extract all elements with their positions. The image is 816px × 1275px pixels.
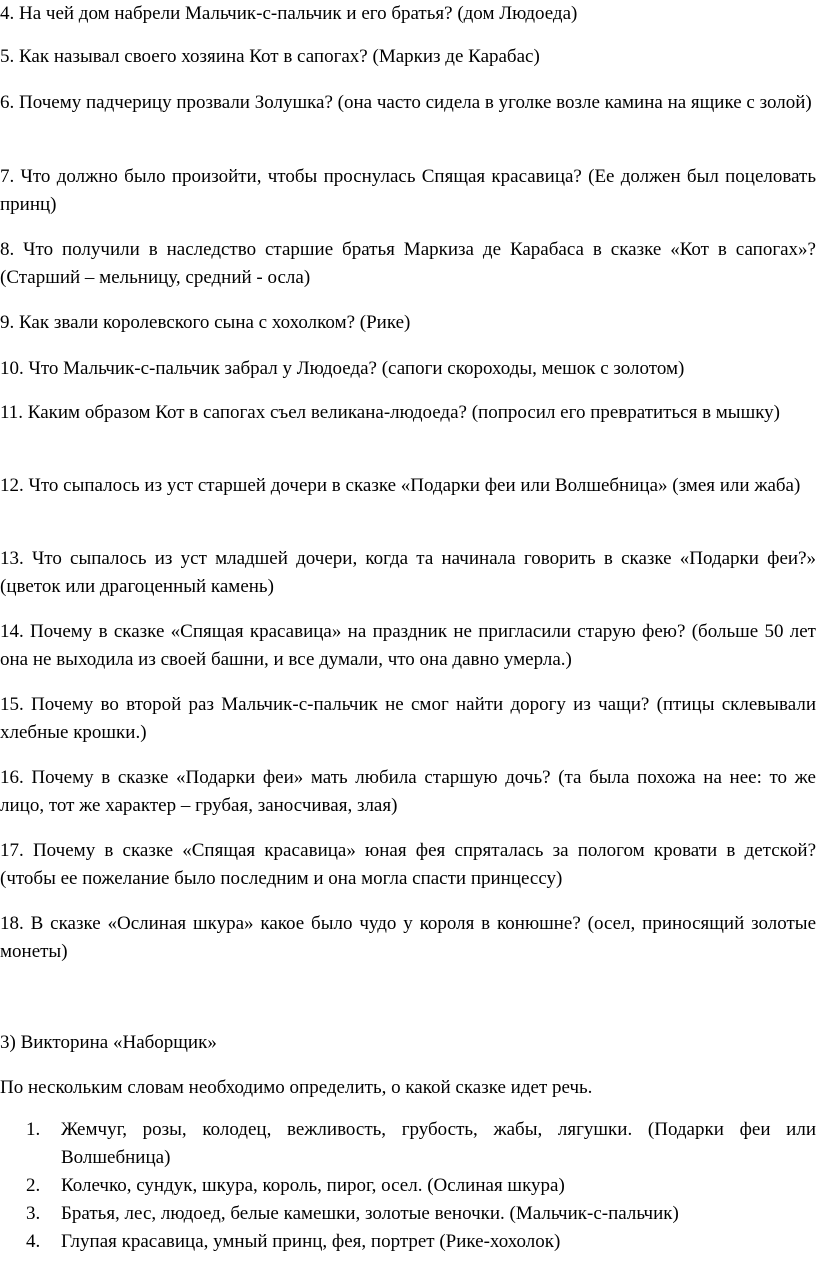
question-11: 11. Каким образом Кот в сапогах съел великана-людоеда? (попросил его превратиться в мышку) bbox=[0, 402, 780, 423]
question-10: 10. Что Мальчик-с-пальчик забрал у Людоеда? (сапоги скороходы, мешок с золотом) bbox=[0, 358, 685, 379]
question-15: 15. Почему во второй раз Мальчик-с-пальчик не смог найти дорогу из чащи? (птицы склевывали хлебные крошки.) bbox=[0, 694, 816, 743]
list-item-number: 4. bbox=[26, 1231, 41, 1252]
question-17: 17. Почему в сказке «Спящая красавица» юная фея спряталась за пологом кровати в детской? (чтобы ее пожелание было последним и она могла спасти принцессу) bbox=[0, 840, 816, 889]
question-13: 13. Что сыпалось из уст младшей дочери, когда та начинала говорить в сказке «Подарки феи?» (цветок или драгоценный камень) bbox=[0, 548, 816, 597]
question-6: 6. Почему падчерицу прозвали Золушка? (она часто сидела в уголке возле камина на ящике с золой) bbox=[0, 92, 812, 113]
list-item bbox=[0, 1116, 816, 1172]
list-item-text: Братья, лес, людоед, белые камешки, золотые веночки. (Мальчик-с-пальчик) bbox=[61, 1203, 679, 1224]
question-4: 4. На чей дом набрели Мальчик-с-пальчик и его братья? (дом Людоеда) bbox=[0, 3, 578, 24]
section-title: 3) Викторина «Наборщик» bbox=[0, 1032, 217, 1053]
section-intro: По нескольким словам необходимо определить, о какой сказке идет речь. bbox=[0, 1077, 593, 1098]
question-5: 5. Как называл своего хозяина Кот в сапогах? (Маркиз де Карабас) bbox=[0, 46, 540, 67]
list-item bbox=[0, 1172, 816, 1200]
list-item bbox=[0, 1200, 816, 1228]
list-item-text: Глупая красавица, умный принц, фея, портрет (Рике-хохолок) bbox=[61, 1231, 561, 1252]
question-16: 16. Почему в сказке «Подарки феи» мать любила старшую дочь? (та была похожа на нее: то же лицо, тот же характер – грубая, заносчивая, злая) bbox=[0, 767, 816, 816]
question-12: 12. Что сыпалось из уст старшей дочери в сказке «Подарки феи или Волшебница» (змея или жаба) bbox=[0, 475, 801, 496]
list-item bbox=[0, 1228, 816, 1256]
list-item-text: Колечко, сундук, шкура, король, пирог, осел. (Ослиная шкура) bbox=[61, 1175, 565, 1196]
question-7: 7. Что должно было произойти, чтобы проснулась Спящая красавица? (Ее должен был поцеловать принц) bbox=[0, 166, 816, 215]
list-item-number: 2. bbox=[26, 1175, 41, 1196]
question-8: 8. Что получили в наследство старшие братья Маркиза де Карабаса в сказке «Кот в сапогах»? (Старший – мельницу, средний - осла) bbox=[0, 239, 816, 288]
question-18: 18. В сказке «Ослиная шкура» какое было чудо у короля в конюшне? (осел, приносящий золотые монеты) bbox=[0, 913, 816, 962]
clue-list bbox=[0, 1116, 816, 1256]
question-14: 14. Почему в сказке «Спящая красавица» на праздник не пригласили старую фею? (больше 50 лет она не выходила из своей башни, и все думали, что она давно умерла.) bbox=[0, 621, 816, 670]
list-item-number: 1. bbox=[26, 1119, 41, 1140]
list-item-text: Жемчуг, розы, колодец, вежливость, грубость, жабы, лягушки. (Подарки феи или Волшебница) bbox=[61, 1119, 816, 1168]
question-9: 9. Как звали королевского сына с хохолком? (Рике) bbox=[0, 312, 411, 333]
list-item-number: 3. bbox=[26, 1203, 41, 1224]
